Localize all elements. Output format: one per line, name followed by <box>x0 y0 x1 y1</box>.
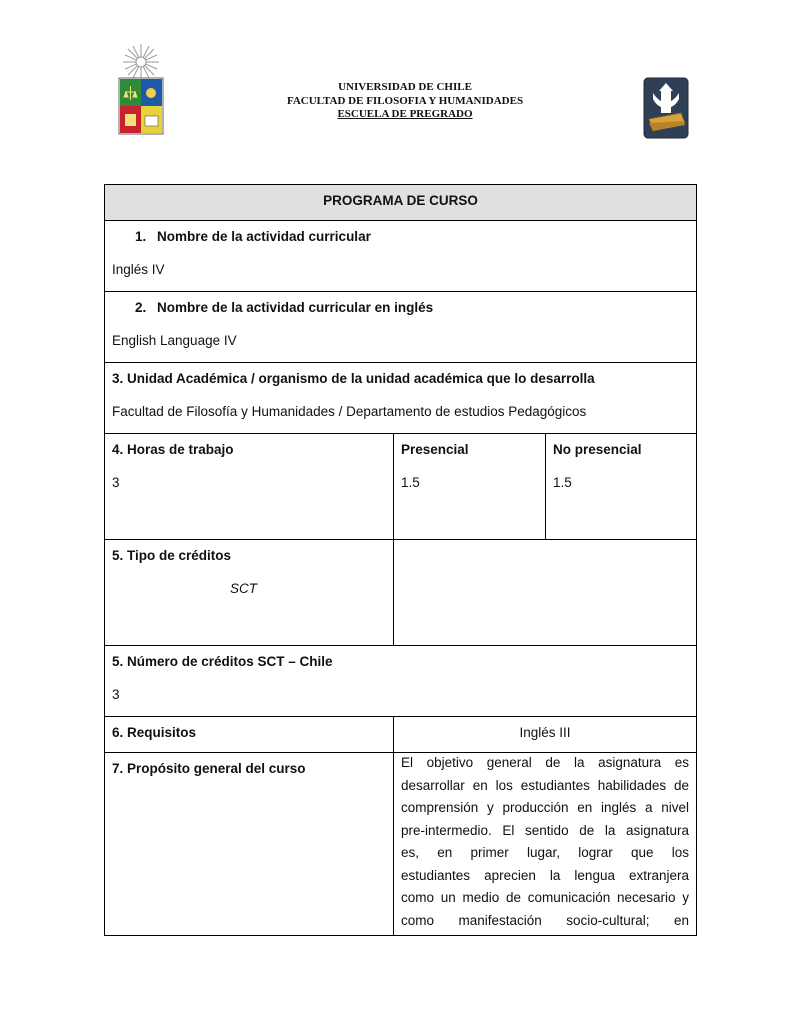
purpose-line: desarrollar en los estudiantes habilidades de <box>401 777 690 793</box>
course-purpose-text <box>401 754 689 935</box>
section-label: 7. Propósito general del curso <box>112 761 306 776</box>
section-requirements <box>105 717 394 753</box>
purpose-line: pre-intermedio. El sentido de la asignatura <box>401 822 690 838</box>
faculty-name: FACULTAD DE FILOSOFIA Y HUMANIDADES <box>286 94 524 107</box>
no-presencial-value: 1.5 <box>553 475 572 490</box>
purpose-line: comprensión y producción en inglés a nivel <box>401 800 690 815</box>
school-name: ESCUELA DE PREGRADO <box>337 108 473 120</box>
purpose-line: estudiantes aprecien la lengua extranjera <box>401 867 690 883</box>
presencial-label: Presencial <box>401 442 469 457</box>
purpose-line: como manifestación socio-cultural; en <box>401 912 690 928</box>
course-program-table <box>104 184 697 936</box>
university-name: UNIVERSIDAD DE CHILE <box>338 81 472 93</box>
purpose-line: como un medio de comunicación necesario y <box>401 890 690 905</box>
section-label: 3. Unidad Académica / organismo de la unidad académica que lo desarrolla <box>112 371 595 386</box>
section-work-hours <box>105 434 394 540</box>
program-title: PROGRAMA DE CURSO <box>105 185 697 221</box>
section-label: 4. Horas de trabajo <box>112 442 234 457</box>
university-coat-of-arms-logo <box>115 42 167 138</box>
section-academic-unit <box>105 363 697 434</box>
credit-number-value: 3 <box>112 687 120 702</box>
section-label: Nombre de la actividad curricular en inglés <box>157 300 434 315</box>
section-number: 1. <box>135 229 147 244</box>
purpose-line: El objetivo general de la asignatura es <box>401 755 690 770</box>
presencial-value: 1.5 <box>401 475 420 490</box>
academic-unit-value: Facultad de Filosofía y Humanidades / Departamento de estudios Pedagógicos <box>112 404 587 419</box>
activity-name-english-value: English Language IV <box>112 333 237 348</box>
section-credit-type <box>105 540 394 646</box>
no-presencial-cell <box>546 434 697 540</box>
section-course-purpose <box>105 753 394 936</box>
document-header <box>235 81 575 122</box>
section-label: 5. Tipo de créditos <box>112 548 232 563</box>
requirements-value: Inglés III <box>394 717 697 753</box>
section-number: 2. <box>135 300 147 315</box>
presencial-cell <box>394 434 546 540</box>
no-presencial-label: No presencial <box>553 442 642 457</box>
section-credit-number <box>105 646 697 717</box>
purpose-line: es, en primer lugar, lograr que los <box>401 845 690 860</box>
section-activity-name-english <box>105 292 697 363</box>
course-purpose-value <box>394 753 697 936</box>
section-activity-name <box>105 221 697 292</box>
section-label: 5. Número de créditos SCT – Chile <box>112 654 333 669</box>
section-label: 6. Requisitos <box>112 725 197 740</box>
credit-type-empty-cell <box>394 540 697 646</box>
work-hours-value: 3 <box>112 475 120 490</box>
activity-name-value: Inglés IV <box>112 262 165 277</box>
credit-type-value: SCT <box>230 581 257 596</box>
faculty-emblem-logo <box>643 77 689 139</box>
section-label: Nombre de la actividad curricular <box>157 229 371 244</box>
